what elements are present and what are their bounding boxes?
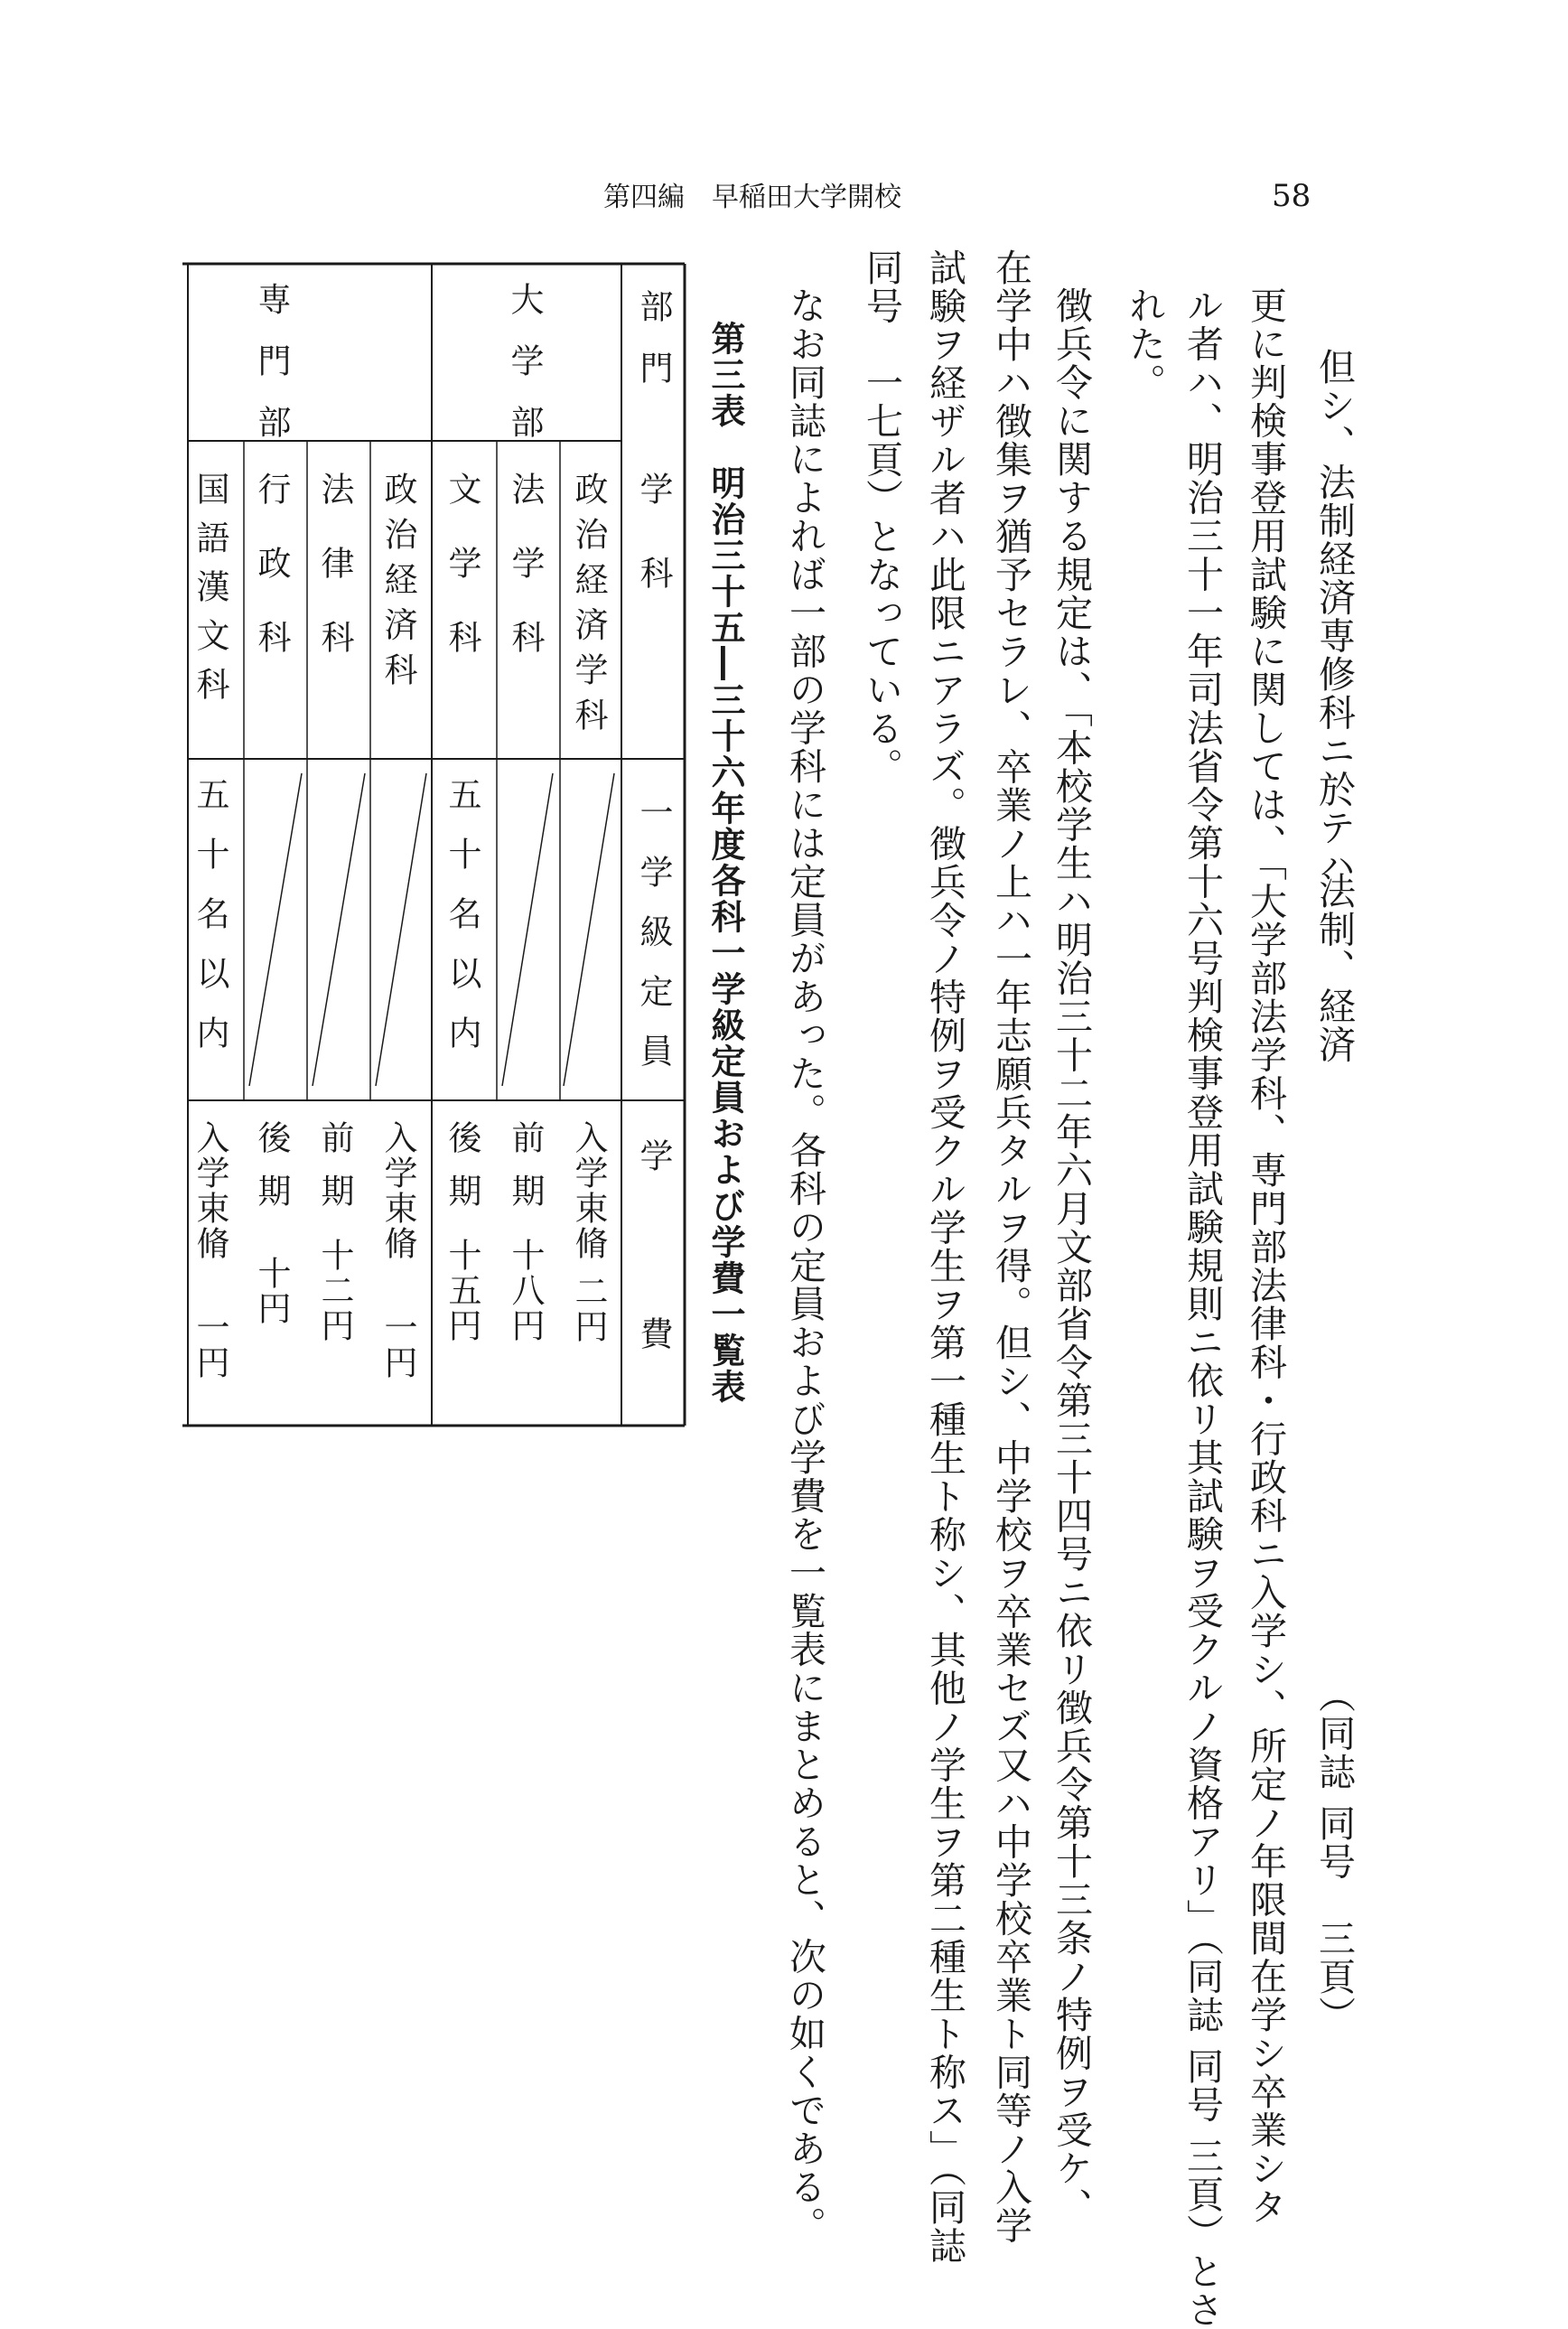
fee-label: 後期 [443, 1120, 481, 1227]
header-fee: 学費 [634, 1138, 673, 1494]
body-text: （同誌 同号 三頁） [1312, 1676, 1356, 2035]
fee-amount: 一円 [378, 1310, 417, 1380]
course-cell: 政治経済科 [378, 472, 417, 697]
fee-label: 入学束脩 [378, 1120, 417, 1261]
body-column: 徴兵令に関する規定は、「本校学生ハ明治三十二年六月文部省令第三十四号ニ依リ徴兵令第十三条ノ特例ヲ受ケ、 [1050, 286, 1093, 2226]
fee-amount: 十円 [252, 1256, 291, 1326]
fee-amount: 十二円 [315, 1238, 354, 1343]
header-course: 学科 [634, 472, 673, 640]
fee-amount: 十八円 [506, 1238, 545, 1343]
fee-amount: 十五円 [443, 1238, 481, 1343]
header-department: 部門 [634, 289, 673, 412]
department-label: 大学部 [505, 282, 544, 466]
body-column: れた。 [1123, 286, 1166, 402]
course-cell: 文学科 [443, 472, 481, 694]
fee-label: 前期 [315, 1120, 354, 1227]
body-column [1312, 1676, 1356, 2035]
course-cell: 法学科 [506, 472, 545, 694]
fee-label: 入学束脩 [569, 1120, 608, 1261]
running-header: 第四編 早稲田大学開校 [603, 182, 901, 213]
capacity-cell: 五十名以内 [191, 777, 229, 1075]
course-cell: 法律科 [315, 472, 354, 694]
fee-label: 入学束脩 [191, 1120, 229, 1261]
fee-amount: 一円 [191, 1310, 229, 1380]
department-label: 専門部 [252, 282, 291, 466]
course-cell: 政治経済学科 [569, 472, 608, 743]
page-number: 58 [1272, 178, 1311, 214]
body-column: ル者ハ、明治三十一年司法省令第十六号判検事登用試験規則ニ依リ其試験ヲ受クルノ資格アリ」（同誌 同号 三頁）とさ [1181, 286, 1224, 2329]
header-capacity: 一学級定員 [634, 795, 673, 1093]
body-column: なお同誌によれば一部の学科には定員があった。各科の定員および学費を一覧表にまとめると、次の如くである。 [783, 286, 826, 2245]
fee-table [181, 262, 686, 1494]
body-text: 但シ、法制経済専修科ニ於テハ [1312, 348, 1356, 885]
table-caption: 第三表 明治三十五―三十六年度各科一学級定員および学費一覧表 [705, 321, 745, 1405]
fee-amount: 二円 [569, 1274, 608, 1344]
course-cell: 行政科 [252, 472, 291, 694]
body-column [1312, 872, 1356, 1064]
body-text: 法制、経済 [1312, 872, 1356, 1064]
body-column: 更に判検事登用試験に関しては、「大学部法学科、専門部法律科・行政科ニ入学シ、所定ノ年限間在学シ卒業シタ [1244, 286, 1287, 2226]
fee-label: 後期 [252, 1120, 291, 1227]
body-column [1312, 348, 1356, 885]
body-column: 同号 一七頁）となっている。 [860, 248, 903, 786]
course-cell: 国語漢文科 [191, 472, 229, 716]
body-column: 在学中ハ徴集ヲ猶予セラレ、卒業ノ上ハ一年志願兵タルヲ得。但シ、中学校ヲ卒業セズ又ハ中学校卒業ト同等ノ入学 [989, 248, 1032, 2245]
body-column: 試験ヲ経ザル者ハ此限ニアラズ。徴兵令ノ特例ヲ受クル学生ヲ第一種生ト称シ、其他ノ学生ヲ第二種生ト称ス」（同誌 [923, 248, 966, 2265]
capacity-cell: 五十名以内 [443, 777, 481, 1075]
fee-label: 前期 [506, 1120, 545, 1227]
